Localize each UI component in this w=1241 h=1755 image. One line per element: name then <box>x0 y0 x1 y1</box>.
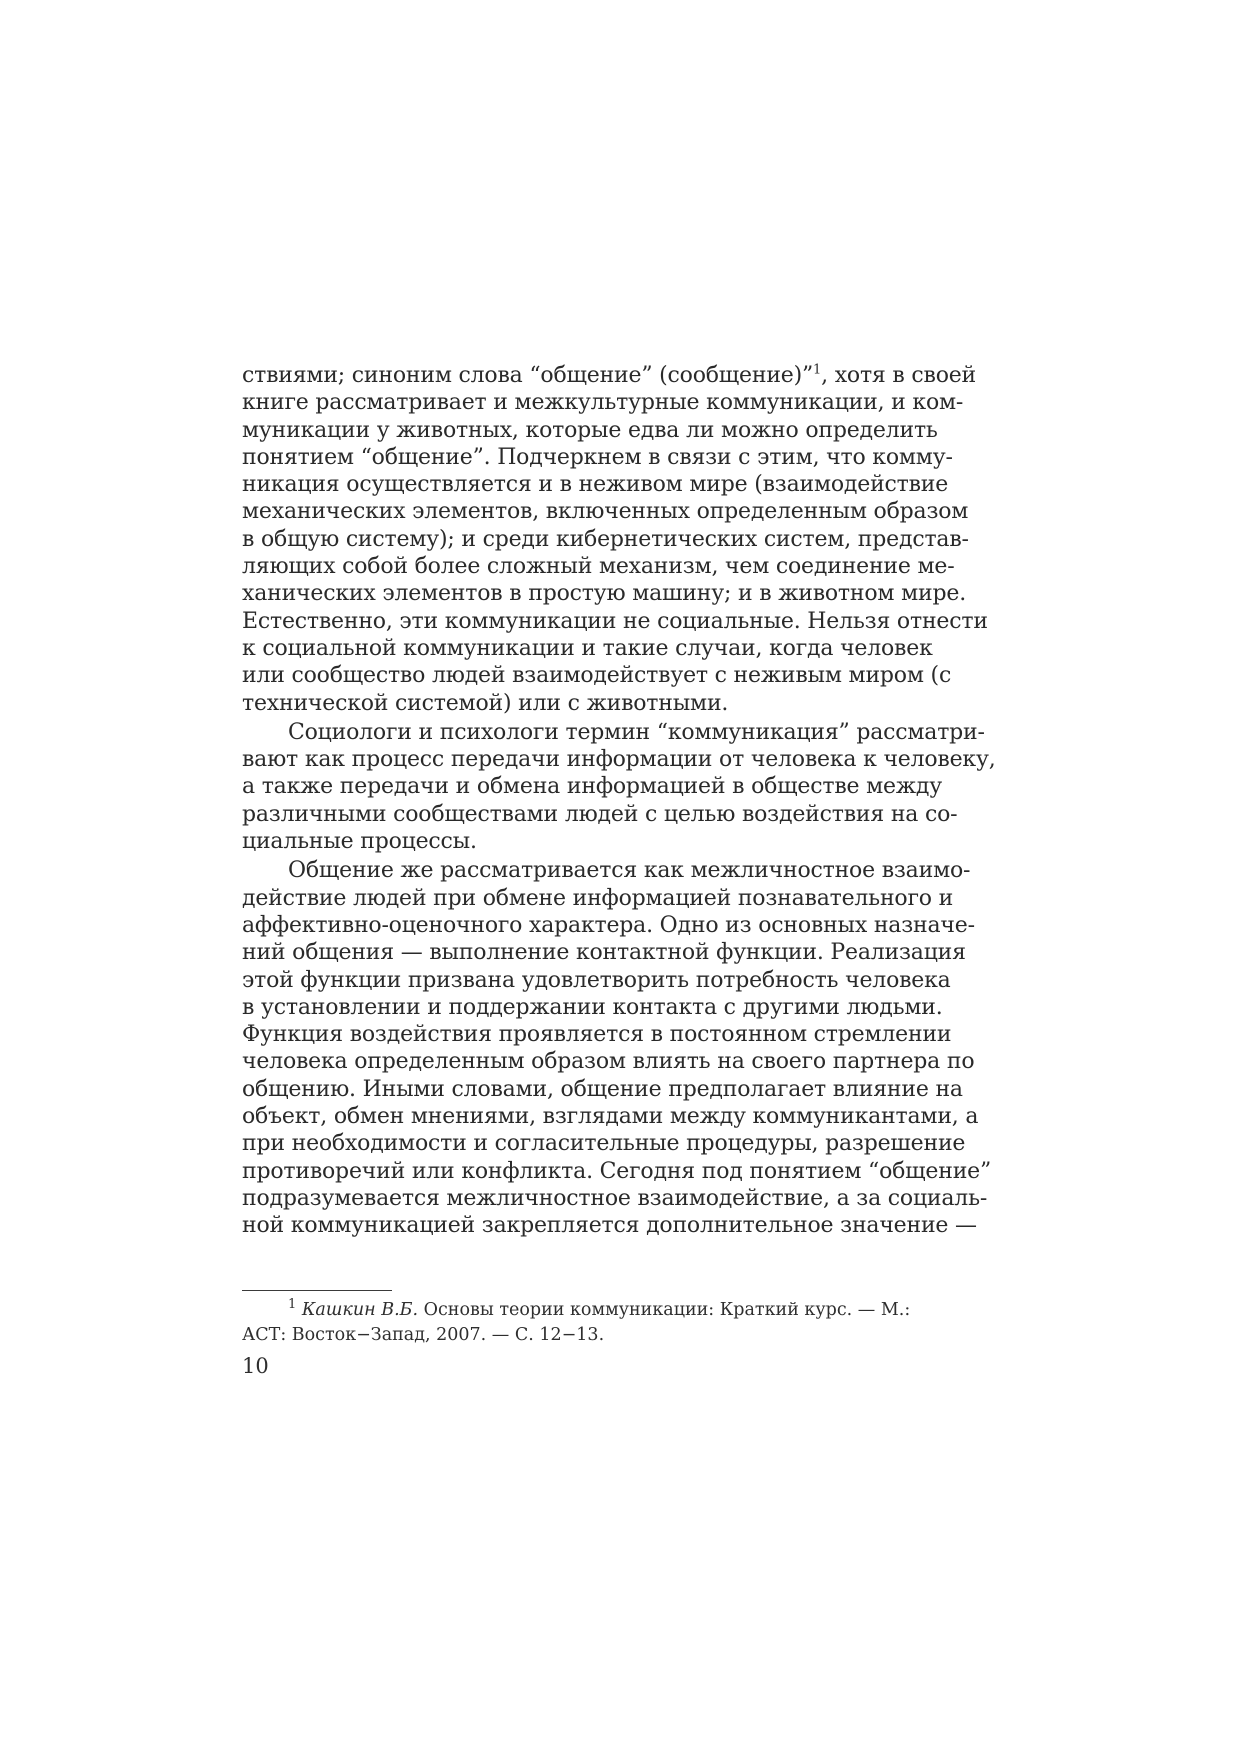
text-line: понятием “общение”. Подчеркнем в связи с этим, что комму- <box>242 444 953 470</box>
text-line: книге рассматривает и межкультурные коммуникации, и ком- <box>242 390 964 416</box>
text-line: Естественно, эти коммуникации не социальные. Нельзя отнести <box>242 608 988 634</box>
footnote-reference: 1 <box>813 362 822 378</box>
text-line: никация осуществляется и в неживом мире (взаимодействие <box>242 472 949 498</box>
footnote-author: Кашкин В.Б. <box>301 1300 419 1320</box>
text-line: этой функции призвана удовлетворить потребность человека <box>242 967 951 993</box>
text-line: к социальной коммуникации и такие случаи, когда человек <box>242 635 933 661</box>
text-line: ханических элементов в простую машину; и в животном мире. <box>242 581 966 607</box>
text-fragment: , хотя в своей <box>821 363 977 388</box>
text-line: Социологи и психологи термин “коммуникация” рассматри- <box>288 719 985 745</box>
text-line: механических элементов, включенных определенным образом <box>242 499 969 525</box>
paragraph-1 <box>242 362 988 717</box>
text-line: в установлении и поддержании контакта с другими людьми. <box>242 994 943 1020</box>
text-line: ляющих собой более сложный механизм, чем соединение ме- <box>242 554 955 580</box>
text-line: муникации у животных, которые едва ли можно определить <box>242 417 938 443</box>
text-line: подразумевается межличностное взаимодействие, а за социаль- <box>242 1185 988 1211</box>
text-line: объект, обмен мнениями, взглядами между коммуникантами, а <box>242 1104 979 1130</box>
text-line: ний общения — выполнение контактной функции. Реализация <box>242 940 966 966</box>
footnote-divider <box>242 1290 392 1291</box>
text-line: Общение же рассматривается как межличностное взаимо- <box>288 858 971 884</box>
paragraph-3 <box>242 857 992 1239</box>
text-line: человека определенным образом влиять на своего партнера по <box>242 1049 975 1075</box>
text-line: при необходимости и согласительные процедуры, разрешение <box>242 1131 966 1157</box>
paragraph-2 <box>242 719 996 855</box>
main-text <box>242 362 996 1240</box>
text-line: в общую систему); и среди кибернетических систем, представ- <box>242 526 969 552</box>
text-line: а также передачи и обмена информацией в обществе между <box>242 774 942 800</box>
text-line: Функция воздействия проявляется в постоянном стремлении <box>242 1022 952 1048</box>
text-line: аффективно-оценочного характера. Одно из основных назначе- <box>242 912 975 938</box>
footnote-text: Основы теории коммуникации: Краткий курс. — М.: <box>418 1300 911 1320</box>
footnote-line: АСТ: Восток−Запад, 2007. — С. 12−13. <box>242 1325 605 1345</box>
text-line: общению. Иными словами, общение предполагает влияние на <box>242 1076 963 1102</box>
text-line <box>242 362 977 389</box>
text-line: технической системой) или с животными. <box>242 690 729 716</box>
text-line: или сообщество людей взаимодействует с неживым миром (с <box>242 663 952 689</box>
text-fragment: ствиями; синоним слова “общение” (сообщение)” <box>242 363 814 388</box>
footnote-line <box>242 1298 914 1323</box>
text-line: ной коммуникацией закрепляется дополнительное значение — <box>242 1213 977 1239</box>
footnote <box>242 1298 914 1348</box>
page-number: 10 <box>242 1354 269 1378</box>
text-line: вают как процесс передачи информации от человека к человеку, <box>242 747 996 773</box>
footnote-marker: 1 <box>288 1297 297 1313</box>
text-line: циальные процессы. <box>242 829 477 855</box>
text-line: различными сообществами людей с целью воздействия на со- <box>242 801 958 827</box>
text-line: действие людей при обмене информацией познавательного и <box>242 885 954 911</box>
text-line: противоречий или конфликта. Сегодня под понятием “общение” <box>242 1158 992 1184</box>
